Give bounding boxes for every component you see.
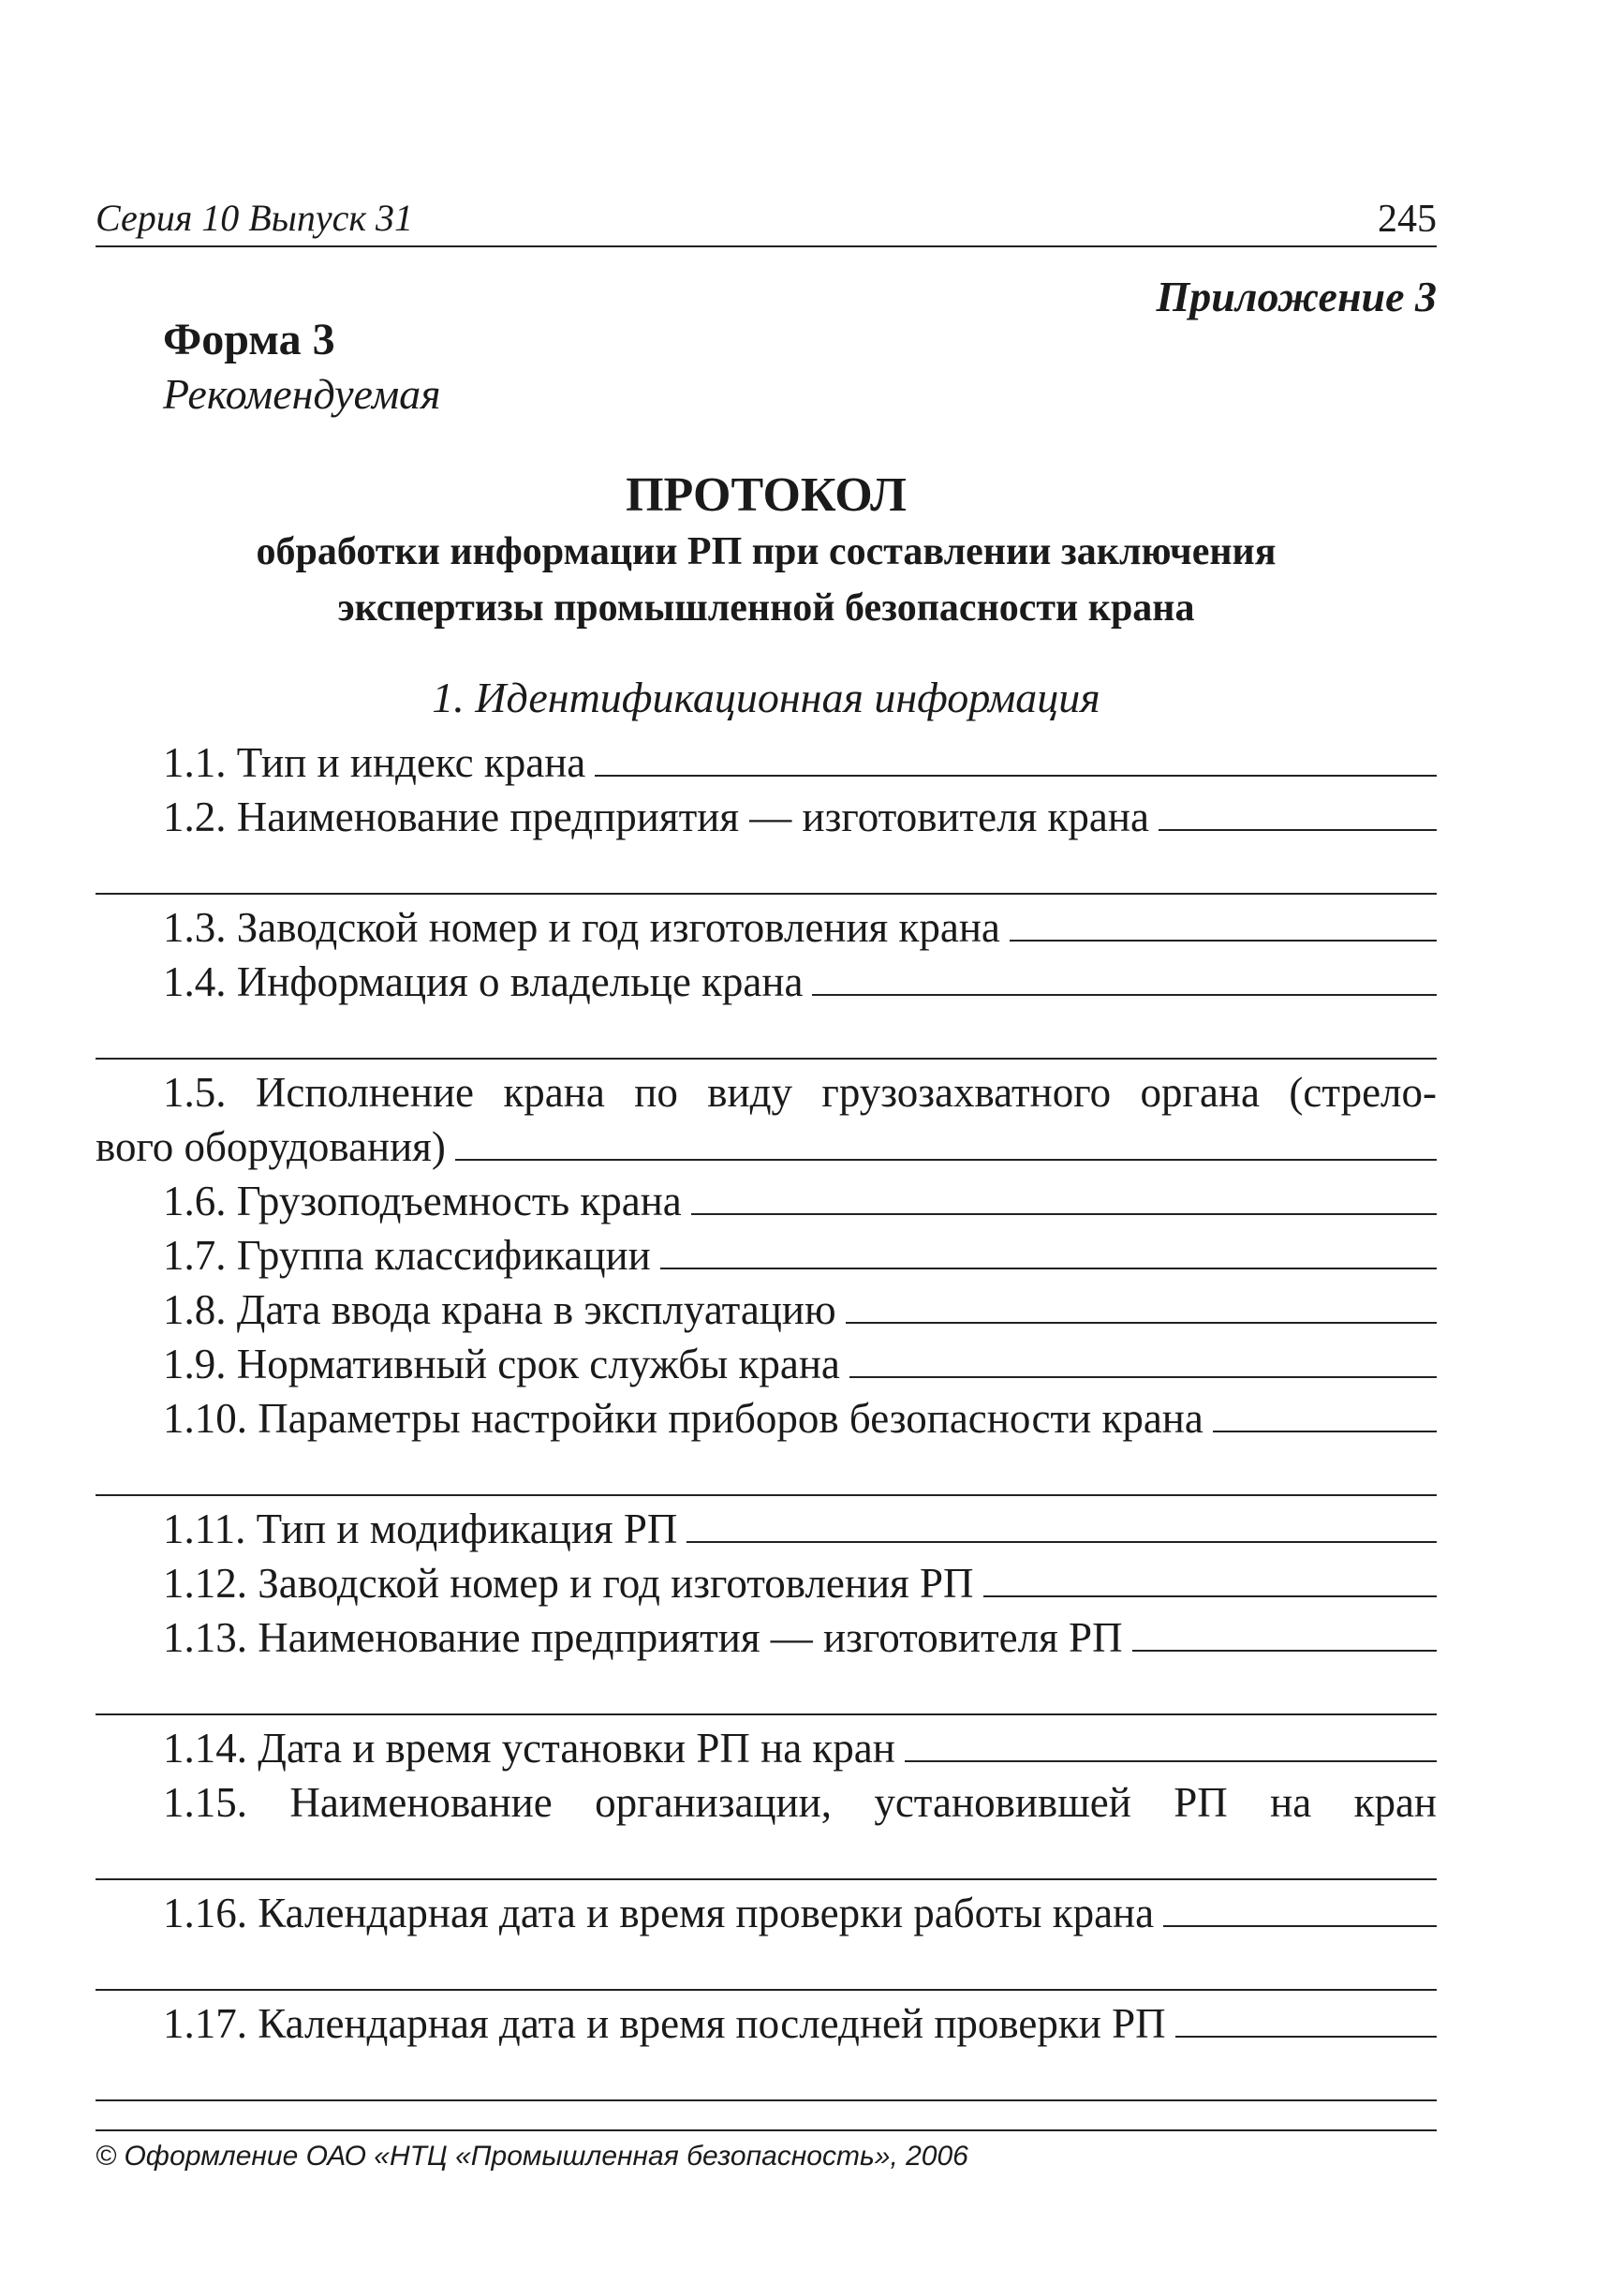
field-1-3 [96,900,1437,955]
field-1-1 [96,735,1437,790]
field-label: 1.11. Тип и модификация РП [163,1505,678,1552]
fill-line[interactable] [687,1509,1437,1543]
form-status: Рекомендуемая [163,370,441,418]
field-label: 1.17. Календарная дата и время последней проверки РП [163,2000,1166,2047]
field-1-2 [96,790,1437,844]
field-1-9 [96,1337,1437,1391]
field-1-7 [96,1228,1437,1283]
document-subtitle-line1: обработки информации РП при составлении заключения [256,530,1277,573]
field-1-6 [96,1174,1437,1228]
fill-line[interactable] [1010,908,1437,942]
fill-line[interactable] [595,743,1437,777]
field-label: вого оборудования) [96,1123,446,1170]
field-1-5 [96,1065,1437,1120]
field-label: 1.9. Нормативный срок службы крана [163,1341,840,1387]
fill-line[interactable] [849,1344,1437,1378]
blank-line[interactable] [96,2051,1437,2101]
field-label: 1.15. Наименование организации, установившей РП на кран [163,1779,1437,1826]
fill-line[interactable] [846,1290,1437,1324]
fill-line[interactable] [455,1127,1437,1161]
field-1-17 [96,1996,1437,2051]
field-label: 1.2. Наименование предприятия — изготовителя крана [163,793,1149,840]
field-label: 1.5. Исполнение крана по виду грузозахватного органа (стрело- [163,1069,1437,1116]
field-1-15 [96,1775,1437,1830]
field-1-5-continuation [96,1120,1437,1174]
field-1-14 [96,1721,1437,1775]
field-label: 1.1. Тип и индекс крана [163,739,586,786]
field-label: 1.12. Заводской номер и год изготовления РП [163,1560,974,1607]
field-1-8 [96,1283,1437,1337]
field-label: 1.7. Группа классификации [163,1232,651,1279]
blank-line[interactable] [96,844,1437,895]
appendix-label: Приложение 3 [1156,273,1437,320]
footer-divider [96,2129,1437,2131]
fill-line[interactable] [812,962,1437,996]
field-label: 1.14. Дата и время установки РП на кран [163,1725,895,1772]
fill-line[interactable] [1175,2004,1437,2038]
running-header [96,187,1437,247]
document-title: ПРОТОКОЛ [626,468,907,522]
blank-line[interactable] [96,1940,1437,1991]
fill-line[interactable] [1159,797,1437,831]
fill-line[interactable] [660,1236,1437,1269]
field-label: 1.8. Дата ввода крана в эксплуатацию [163,1286,836,1333]
blank-line[interactable] [96,1830,1437,1880]
field-1-4 [96,955,1437,1009]
fill-line[interactable] [1163,1893,1437,1927]
field-1-11 [96,1502,1437,1556]
field-label: 1.13. Наименование предприятия — изготовителя РП [163,1614,1123,1661]
field-1-12 [96,1556,1437,1610]
field-1-13 [96,1610,1437,1665]
field-label: 1.6. Грузоподъемность крана [163,1178,682,1224]
fill-line[interactable] [983,1564,1437,1597]
field-label: 1.4. Информация о владельце крана [163,958,804,1005]
document-page [96,187,1437,2173]
fill-line[interactable] [1132,1618,1437,1652]
fill-line[interactable] [691,1181,1437,1215]
fill-line[interactable] [905,1728,1437,1762]
copyright-footer: © Оформление ОАО «НТЦ «Промышленная безопасность», 2006 [96,2141,968,2172]
fill-line[interactable] [1213,1399,1437,1432]
series-label: Серия 10 Выпуск 31 [96,197,414,239]
field-label: 1.16. Календарная дата и время проверки работы крана [163,1890,1155,1936]
field-label: 1.3. Заводской номер и год изготовления крана [163,904,1000,951]
blank-line[interactable] [96,1009,1437,1060]
field-1-16 [96,1886,1437,1940]
page-number: 245 [1378,198,1437,241]
field-label: 1.10. Параметры настройки приборов безопасности крана [163,1395,1203,1442]
blank-line[interactable] [96,1446,1437,1496]
document-subtitle-line2: экспертизы промышленной безопасности крана [337,586,1195,630]
field-1-10 [96,1391,1437,1446]
section-heading: 1. Идентификационная информация [432,674,1100,721]
blank-line[interactable] [96,1665,1437,1715]
form-title: Форма 3 [163,315,335,364]
